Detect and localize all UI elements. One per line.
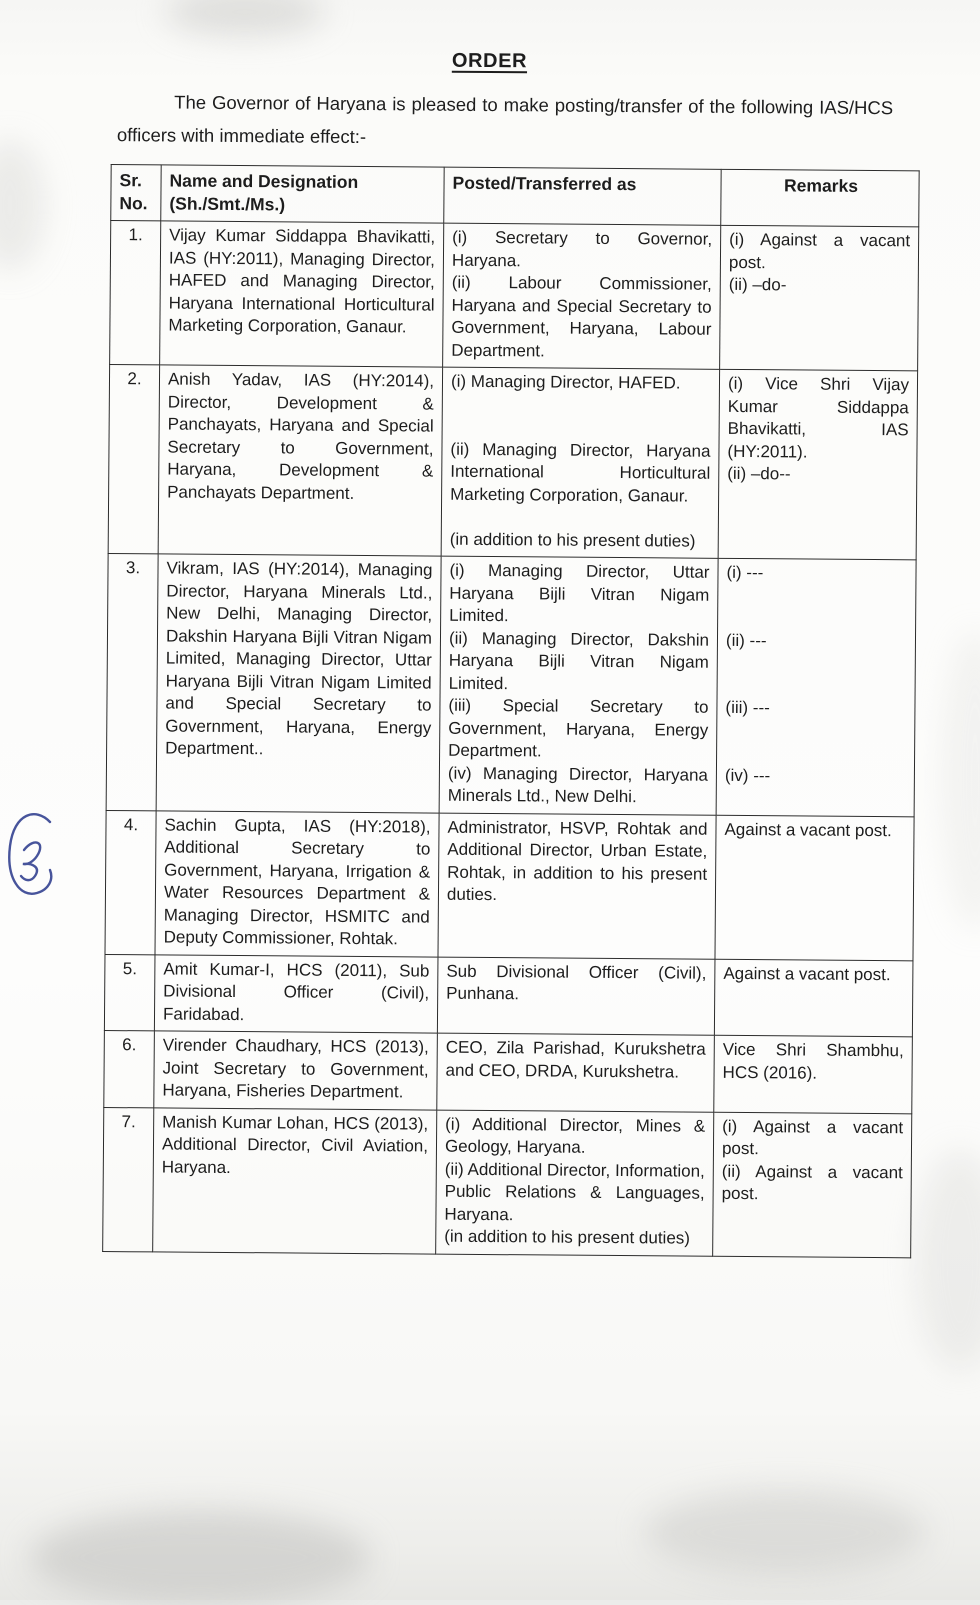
cell-paragraph: Sub Divisional Officer (Civil), Punhana. (446, 961, 707, 1004)
cell-paragraph: (ii) --- (725, 630, 767, 650)
cell-paragraph: (i) Managing Director, HAFED. (450, 371, 681, 393)
name-cell (154, 954, 438, 1033)
header-posted-transferred: Posted/Transferred as (444, 167, 721, 225)
table-row (110, 221, 919, 371)
cell-paragraph: (in addition to his present duties) (449, 529, 696, 551)
cell-paragraph: (ii) Managing Director, Haryana International Horticultural Marketing Corporation, Ganaur. (450, 439, 711, 506)
intro-paragraph: The Governor of Haryana is pleased to make posting/transfer of the following IAS/HCS officers with immediate effect:- (116, 91, 894, 148)
cell-paragraph: (iv) --- (724, 765, 771, 785)
cell-paragraph: (ii) Managing Director, Dakshin Haryana Bijli Vitran Nigam Limited. (448, 628, 710, 693)
cell-paragraph: (iii) Special Secretary to Government, Haryana, Energy Department. (448, 695, 709, 761)
posted-cell (441, 367, 719, 558)
sr-cell: 7. (103, 1107, 154, 1251)
name-cell (153, 1107, 437, 1253)
sr-cell: 1. (110, 221, 161, 365)
name-cell (155, 810, 439, 956)
table-row (106, 554, 916, 817)
cell-paragraph: (ii) –do- (728, 274, 787, 295)
posted-cell (438, 813, 716, 959)
posted-cell (437, 1033, 715, 1112)
sr-cell: 4. (105, 810, 156, 954)
cell-blank-line (726, 584, 907, 608)
cell-paragraph: (ii) Against a vacant post. (721, 1161, 903, 1204)
cell-paragraph: (i) Against a vacant post. (721, 1116, 904, 1159)
cell-paragraph: Sachin Gupta, IAS (HY:2018), Additional Secretary to Government, Haryana, Irrigation & Water Resources Department & Managing Director, HSMITC and Deputy Commissioner, Rohtak. (163, 814, 431, 949)
cell-paragraph: Vikram, IAS (HY:2014), Managing Director, Haryana Minerals Ltd., New Delhi, Managing Director, Dakshin Haryana Bijli Vitran Nigam Limited, Managing Director, Uttar Haryana Bijli Vitran Nigam Limited and Special Secretary to Government, Haryana, Energy Department.. (165, 558, 433, 759)
header-sr-no: Sr. No. (111, 165, 161, 221)
cell-paragraph: (i) Vice Shri Vijay Kumar Siddappa Bhavikatti, IAS (HY:2011). (727, 373, 910, 462)
remarks-cell (714, 959, 913, 1037)
cell-blank-line (726, 607, 907, 631)
cell-paragraph: Vice Shri Shambhu, HCS (2016). (722, 1039, 904, 1083)
cell-blank-line (725, 742, 906, 766)
remarks-cell (720, 225, 919, 371)
table-row (104, 954, 913, 1037)
cell-blank-line (451, 416, 711, 441)
posted-cell (443, 223, 721, 369)
table-row (105, 810, 914, 960)
page-title-text: ORDER (451, 49, 528, 73)
cell-paragraph: Amit Kumar-I, HCS (2011), Sub Divisional Officer (Civil), Faridabad. (162, 958, 430, 1024)
cell-paragraph: (i) Additional Director, Mines & Geology, Haryana. (444, 1114, 706, 1157)
cell-paragraph: Anish Yadav, IAS (HY:2014), Director, Development & Panchayats, Haryana and Special Secretary to Government, Haryana, Development & Panchayats Department. (167, 369, 435, 503)
orders-table-body (103, 221, 919, 1258)
cell-paragraph: Administrator, HSVP, Rohtak and Additional Director, Urban Estate, Rohtak, in addition to his present duties. (446, 817, 708, 905)
name-cell (160, 221, 444, 367)
page-title (0, 46, 980, 77)
sr-cell: 6. (104, 1031, 155, 1108)
cell-paragraph: (iii) --- (725, 697, 770, 718)
remarks-cell (718, 369, 917, 560)
sr-cell: 5. (104, 954, 155, 1031)
table-row (104, 1031, 913, 1114)
posted-cell (436, 1110, 714, 1256)
cell-paragraph: (i) --- (726, 562, 764, 583)
cell-paragraph: Vijay Kumar Siddappa Bhavikatti, IAS (HY:2011), Managing Director, HAFED and Managing Director, Haryana International Horticultural Marketing Corporation, Ganaur. (168, 225, 436, 337)
name-cell (158, 365, 442, 556)
cell-paragraph: Against a vacant post. (724, 819, 892, 840)
cell-paragraph: Manish Kumar Lohan, HCS (2013), Additional Director, Civil Aviation, Haryana. (161, 1111, 429, 1177)
cell-paragraph: CEO, Zila Parishad, Kurukshetra and CEO, DRDA, Kurukshetra. (445, 1037, 706, 1082)
orders-table (102, 164, 920, 1258)
cell-paragraph: (i) Secretary to Governor, Haryana. (451, 227, 713, 270)
cell-blank-line (450, 506, 710, 531)
cell-blank-line (451, 393, 711, 418)
table-row (103, 1107, 912, 1257)
header-row (111, 165, 919, 227)
name-cell (154, 1031, 438, 1110)
sr-cell: 2. (108, 365, 159, 554)
cell-paragraph: (iv) Managing Director, Haryana Minerals Ltd., New Delhi. (447, 763, 708, 807)
remarks-cell (716, 558, 916, 816)
cell-paragraph: (ii) Labour Commissioner, Haryana and Special Secretary to Government, Haryana, Labour Department. (451, 272, 712, 360)
posted-cell (437, 957, 715, 1036)
cell-paragraph: (ii) –do-- (727, 463, 791, 484)
cell-paragraph: (i) Managing Director, Uttar Haryana Bijli Vitran Nigam Limited. (449, 560, 710, 626)
cell-paragraph: Against a vacant post. (723, 963, 891, 984)
posted-cell (439, 556, 718, 815)
cell-blank-line (725, 719, 906, 743)
cell-paragraph: (in addition to his present duties) (444, 1226, 691, 1248)
cell-blank-line (726, 674, 907, 698)
cell-paragraph: Virender Chaudhary, HCS (2013), Joint Secretary to Government, Haryana, Fisheries Department. (162, 1035, 429, 1102)
header-remarks: Remarks (721, 169, 919, 227)
header-name-designation: Name and Designation (Sh./Smt./Ms.) (161, 165, 444, 223)
cell-blank-line (726, 652, 907, 676)
sr-cell: 3. (106, 554, 158, 811)
remarks-cell (715, 815, 914, 961)
orders-table-header (111, 165, 919, 227)
remarks-cell (713, 1112, 912, 1258)
remarks-cell (714, 1035, 913, 1113)
table-row (108, 365, 917, 560)
cell-paragraph: (i) Against a vacant post. (728, 229, 911, 272)
name-cell (156, 554, 441, 813)
cell-paragraph: (ii) Additional Director, Information, Public Relations & Languages, Haryana. (444, 1159, 705, 1224)
